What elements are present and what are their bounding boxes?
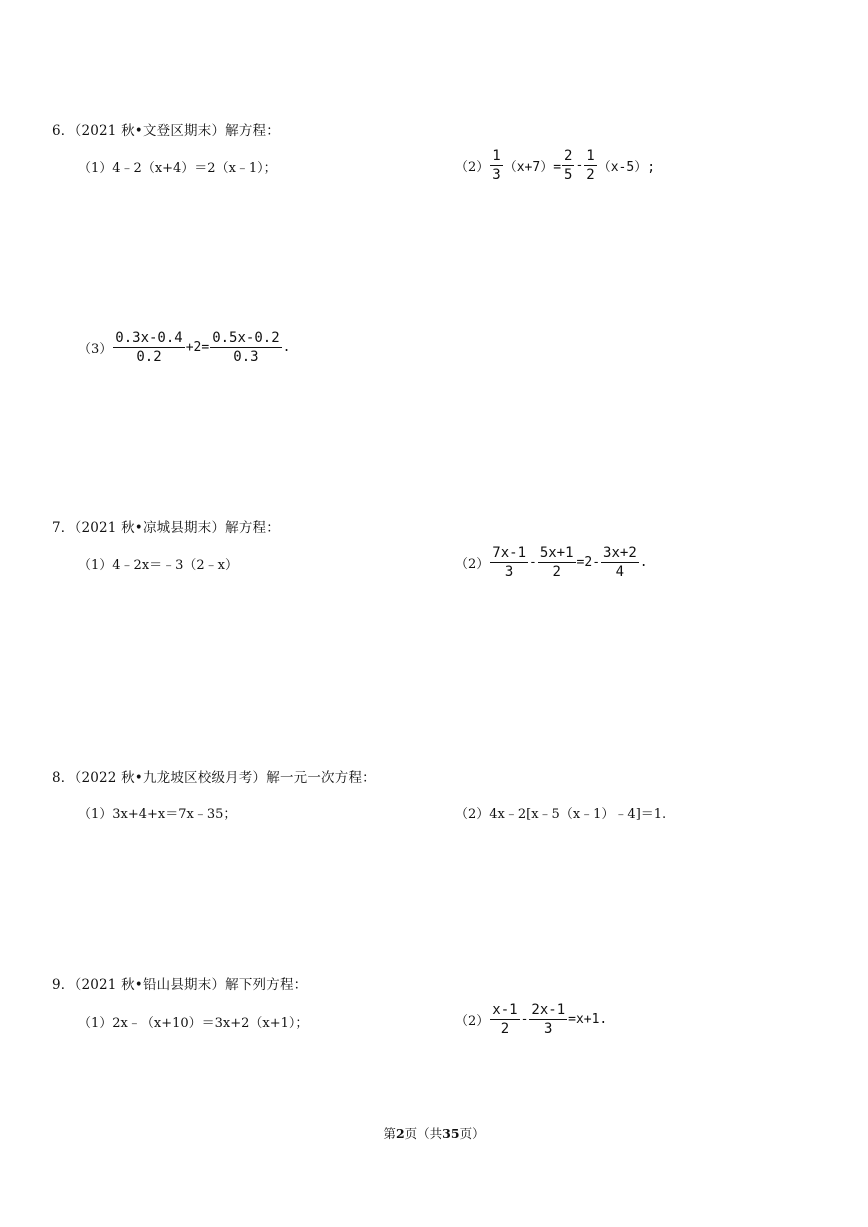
question-6-part-2 <box>455 148 655 183</box>
fraction <box>490 545 528 580</box>
numerator: 5x+1 <box>539 545 574 561</box>
denominator: 2 <box>500 1021 510 1037</box>
equation-text: +2= <box>185 340 210 355</box>
fraction <box>601 545 639 580</box>
numerator: 1 <box>492 148 501 164</box>
fraction <box>210 330 281 365</box>
question-6-heading: 6．（2021 秋•文登区期末）解方程： <box>52 123 280 139</box>
equation-text: =2- <box>576 555 601 570</box>
footer-middle: 页（共 <box>404 1126 443 1141</box>
question-8-heading: 8．（2022 秋•九龙坡区校级月考）解一元一次方程： <box>52 770 376 786</box>
current-page-number: 2 <box>395 1126 405 1141</box>
equation-text: - <box>520 1012 529 1027</box>
total-page-count: 35 <box>442 1126 460 1141</box>
fraction <box>562 148 574 183</box>
question-9-heading: 9．（2021 秋•铅山县期末）解下列方程： <box>52 977 308 993</box>
numerator: 7x-1 <box>492 545 526 561</box>
equation-text: （x-5）; <box>597 160 656 175</box>
footer-prefix: 第 <box>383 1126 396 1141</box>
numerator: 0.3x-0.4 <box>115 330 183 346</box>
denominator: 2 <box>586 167 595 183</box>
fraction <box>529 1002 567 1037</box>
fraction <box>538 545 576 580</box>
page-footer <box>0 1124 868 1142</box>
numerator: 1 <box>586 148 595 164</box>
question-7-heading: 7．（2021 秋•凉城县期末）解方程： <box>52 520 280 536</box>
equation-text: - <box>575 158 584 173</box>
question-7-part-1: （1）4﹣2x＝﹣3（2﹣x） <box>78 558 239 573</box>
footer-suffix: 页） <box>459 1126 485 1141</box>
question-7-part-2 <box>455 545 648 580</box>
part-label: （2） <box>455 557 490 572</box>
question-9-part-1: （1）2x﹣（x+10）＝3x+2（x+1）； <box>78 1016 309 1031</box>
denominator: 3 <box>492 167 501 183</box>
denominator: 5 <box>564 167 573 183</box>
fraction <box>490 148 502 183</box>
equation-text: （x+7）= <box>503 160 562 175</box>
numerator: 2x-1 <box>531 1002 566 1018</box>
equation-text: - <box>529 555 537 570</box>
question-8-part-2: （2）4x﹣2[x﹣5（x﹣1）﹣4]＝1. <box>455 807 667 822</box>
denominator: 0.2 <box>136 349 162 365</box>
part-label: （3） <box>78 342 113 357</box>
numerator: 2 <box>564 148 573 164</box>
equation-text: . <box>282 340 291 355</box>
fraction <box>490 1002 519 1037</box>
denominator: 3 <box>504 564 514 580</box>
question-6-part-3 <box>78 330 290 365</box>
numerator: 0.5x-0.2 <box>212 330 280 346</box>
numerator: x-1 <box>492 1002 518 1018</box>
equation-text: =x+1. <box>568 1012 608 1027</box>
equation-text: . <box>639 555 648 570</box>
numerator: 3x+2 <box>603 545 637 561</box>
part-label: （2） <box>455 1014 490 1029</box>
question-8-part-1: （1）3x+4+x＝7x﹣35； <box>78 807 237 822</box>
denominator: 0.3 <box>233 349 259 365</box>
denominator: 3 <box>544 1021 553 1037</box>
part-label: （2） <box>455 160 490 175</box>
question-6-part-1: （1）4﹣2（x+4）＝2（x﹣1）； <box>78 161 277 176</box>
question-9-part-2 <box>455 1002 607 1037</box>
denominator: 4 <box>615 564 625 580</box>
fraction <box>584 148 596 183</box>
denominator: 2 <box>552 564 561 580</box>
fraction <box>113 330 184 365</box>
